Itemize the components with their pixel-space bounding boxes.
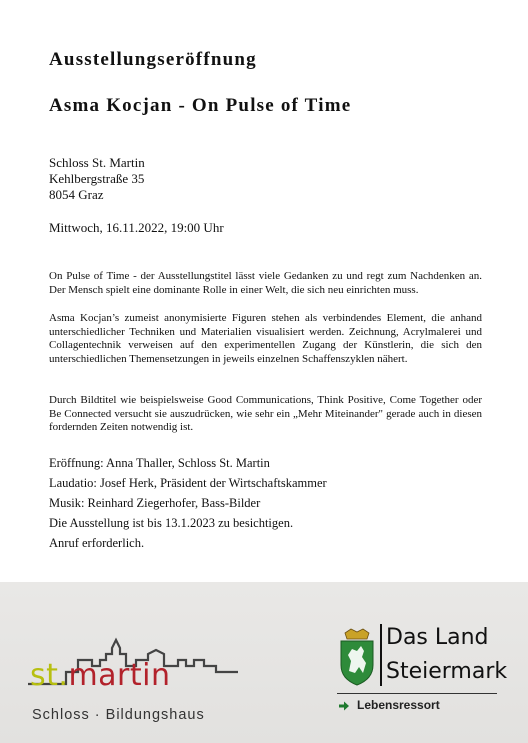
venue-name: Schloss St. Martin [49,155,145,170]
page-title: Ausstellungseröffnung [49,49,257,70]
stmartin-wordmark [30,660,171,692]
footer-logos [0,582,528,743]
steiermark-line1: Das Land [386,625,489,650]
event-date: Mittwoch, 16.11.2022, 19:00 Uhr [49,220,224,235]
event-credits [49,453,327,553]
steiermark-divider [380,624,382,686]
steiermark-rule [337,693,497,694]
artist-paragraph: Asma Kocjan’s zumeist anonymisierte Figuren stehen als verbindendes Element, die anhand unterschiedlicher Techniken und Materialien visualisiert werden. Zeichnung, Acrylmalerei und Collagentechnik verweisen auf den experimentellen Zugang der Künstlerin, die sich den unterschiedlichen Themensetzungen in jeweils einzelnen Schaffenszyklen nähert. [49,312,482,365]
steiermark-line2: Steiermark [386,659,508,684]
exhibition-duration: Die Ausstellung ist bis 13.1.2023 zu besichtigen. [49,516,294,530]
call-notice: Anruf erforderlich. [49,536,145,550]
stmartin-word-martin: martin [68,658,171,693]
credit-music: Musik: Reinhard Ziegerhofer, Bass-Bilder [49,496,261,510]
exhibition-title: Asma Kocjan - On Pulse of Time [49,95,352,116]
venue-street: Kehlbergstraße 35 [49,171,145,186]
titles-paragraph: Durch Bildtitel wie beispielsweise Good Communications, Think Positive, Come Together oder Be Connected versucht sie auszudrücken, wie sehr ein „Mehr Miteinander" gerade auch in diesen fordernden Zeiten notwendig ist. [49,394,482,433]
stmartin-subtitle: Schloss · Bildungshaus [32,707,205,723]
intro-paragraph: On Pulse of Time - der Ausstellungstitel lässt viele Gedanken zu und regt zum Nachdenken an. Der Mensch spielt eine dominante Rolle in einer Welt, die sich neu einrichten muss. [49,270,482,296]
credit-laudatio: Laudatio: Josef Herk, Präsident der Wirtschaftskammer [49,476,327,490]
stmartin-word-st: st. [30,658,69,693]
credit-opening: Eröffnung: Anna Thaller, Schloss St. Martin [49,456,270,470]
venue-city: 8054 Graz [49,187,104,202]
arrow-right-icon [338,700,350,712]
steiermark-subline: Lebensressort [357,698,440,712]
panther-crest-icon [337,627,377,687]
venue-address [49,155,145,203]
